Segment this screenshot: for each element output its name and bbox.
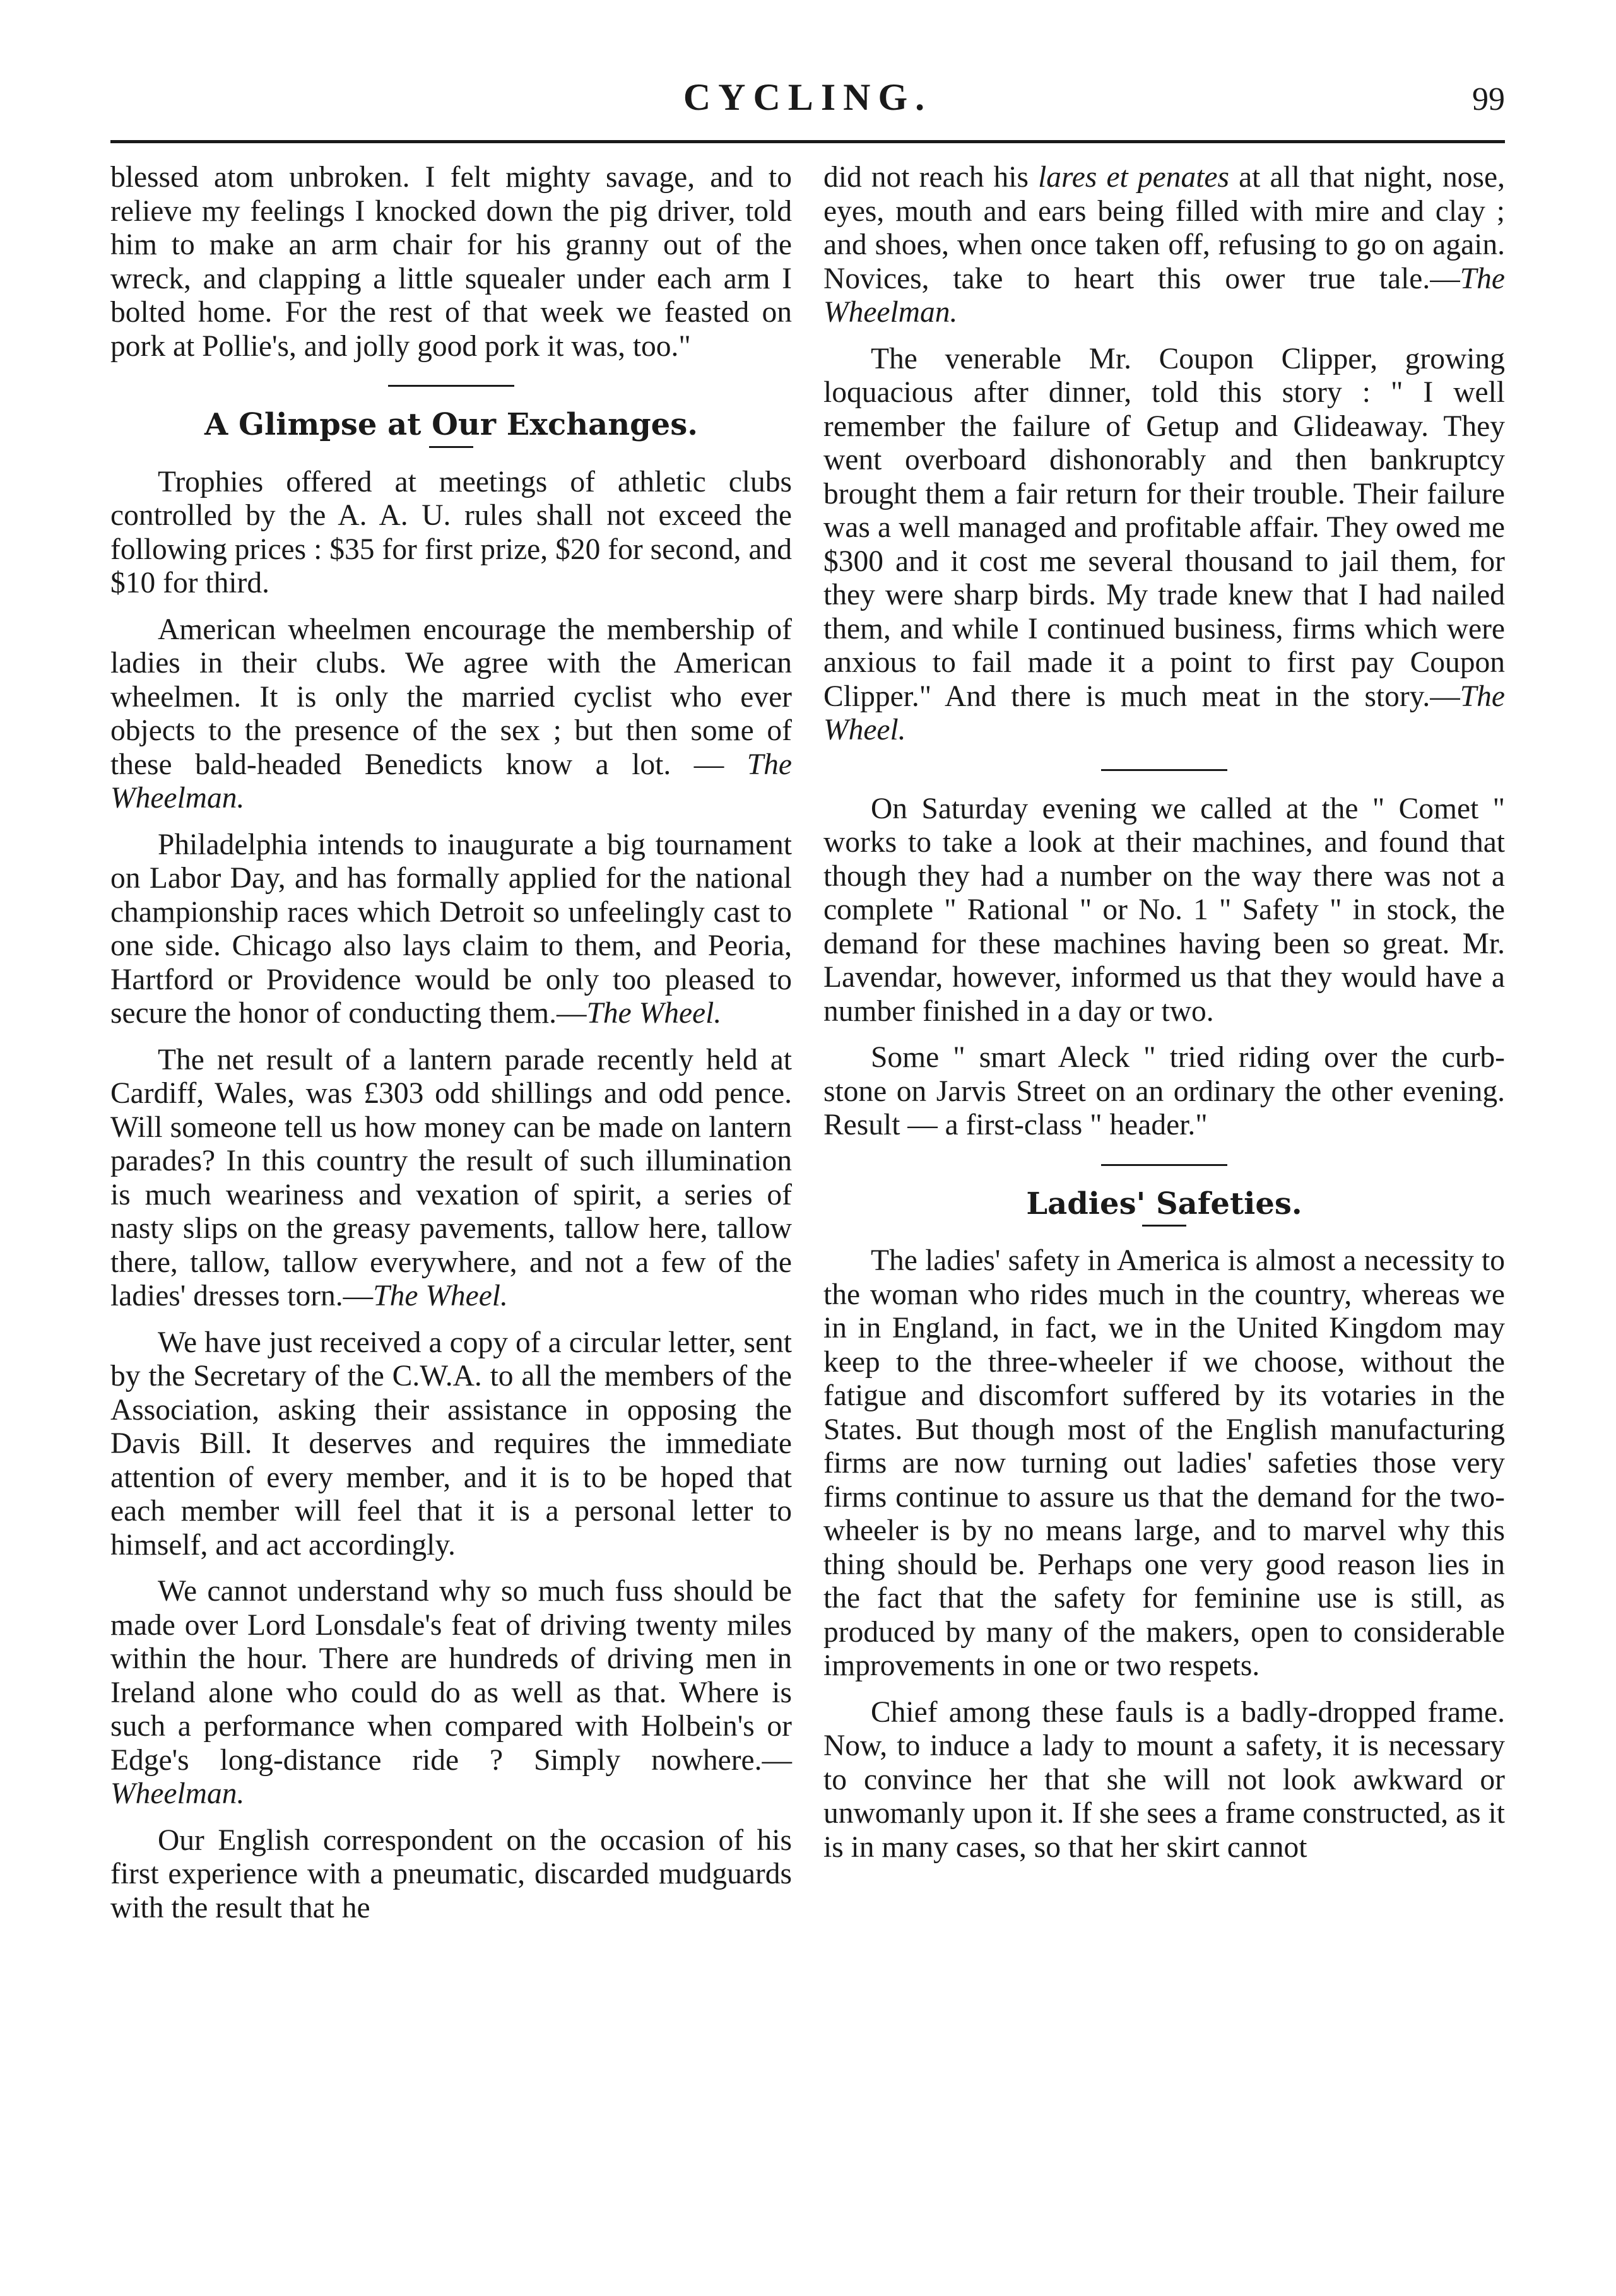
paragraph-text: We cannot understand why so much fuss should be made over Lord Lonsdale's feat of driving twenty miles within the hour. There are hundreds of driving men in Ireland alone who could do as well as that. Where is such a performance when compared with Holbein's or Edge's long-distance ride ? Simply nowhere.— <box>110 1575 792 1777</box>
paragraph <box>110 1044 792 1314</box>
section-heading-ladies-safeties: Ladies' Safeties. <box>1026 1186 1302 1222</box>
header-rule <box>110 140 1505 143</box>
source-citation: The Wheelman. <box>110 748 792 815</box>
paragraph-text: at all that night, nose, eyes, mouth and ears being filled with mire and clay ; and shoes, when once taken off, refusing to go on again. Novices, take to heart this ower true tale.— <box>823 161 1505 295</box>
running-title: CYCLING. <box>683 76 933 118</box>
paragraph <box>110 828 792 1031</box>
paragraph <box>823 161 1505 330</box>
paragraph-text: The net result of a lantern parade recently held at Cardiff, Wales, was £303 odd shillings and odd pence. Will someone tell us how money can be made on lantern parades? In this country the result of such illumination is much weariness and vexation of spirit, a series of nasty slips on the greasy pavements, tallow here, tallow there, tallow, tallow everywhere, and not a few of the ladies' dresses torn.— <box>110 1043 792 1312</box>
section-divider <box>388 385 514 387</box>
paragraph: On Saturday evening we called at the " Comet " works to take a look at their machines, and found that though they had a number on the way there was not a complete " Rational " or No. 1 " Safety " in stock, the demand for these machines having been so great. Mr. Lavendar, however, informed us that they would have a number finished in a day or two. <box>823 792 1505 1028</box>
section-divider <box>1101 769 1227 771</box>
source-citation: Wheelman. <box>110 1777 245 1810</box>
paragraph: blessed atom unbroken. I felt mighty savage, and to relieve my feelings I knocked down the pig driver, told him to make an arm chair for his granny out of the wreck, and clapping a little squealer under each arm I bolted home. For the rest of that week we feasted on pork at Pollie's, and jolly good pork it was, too." <box>110 161 792 363</box>
paragraph: Our English correspondent on the occasion of his first experience with a pneumatic, discarded mudguards with the result that he <box>110 1823 792 1924</box>
page-number: 99 <box>1472 81 1505 117</box>
paragraph: The ladies' safety in America is almost a necessity to the woman who rides much in the country, whereas we in in England, in fact, we in the United Kingdom may keep to the three-wheeler if we choose, without the fatigue and discomfort suffered by its votaries in the States. But though most of the English manufacturing firms are now turning out ladies' safeties those very firms continue to assure us that the demand for the two-wheeler is by no means large, and to marvel why this thing should be. Perhaps one very good reason lies in the fact that the safety for feminine use is still, as produced by many of the makers, open to considerable improvements in one or two respets. <box>823 1244 1505 1682</box>
paragraph: Some " smart Aleck " tried riding over the curb-stone on Jarvis Street on an ordinary the other evening. Result — a first-class " header." <box>823 1041 1505 1141</box>
latin-phrase: lares et penates <box>1038 161 1229 194</box>
section-divider <box>1101 1164 1227 1166</box>
paragraph: Trophies offered at meetings of athletic clubs controlled by the A. A. U. rules shall not exceed the following prices : $35 for first prize, $20 for second, and $10 for third. <box>110 465 792 599</box>
source-citation: The Wheel. <box>823 680 1505 746</box>
paragraph <box>823 343 1505 748</box>
paragraph-text: The venerable Mr. Coupon Clipper, growing loquacious after dinner, told this story : " I well remember the failure of Getup and Glideaway. They went overboard dishonorably and then bankruptcy brought them a fair return for their trouble. Their failure was a well managed and profitable affair. They owed me $300 and it cost me several thousand to jail them, for they were sharp birds. My trade knew that I had nailed them, and while I continued business, firms which were anxious to fail made it a point to first pay Coupon Clipper." And there is much meat in the story.— <box>823 342 1505 713</box>
source-citation: The Wheelman. <box>823 262 1505 329</box>
paragraph <box>110 613 792 816</box>
left-column <box>110 161 792 1938</box>
paragraph <box>110 1575 792 1811</box>
section-heading-exchanges: A Glimpse at Our Exchanges. <box>204 407 698 442</box>
paragraph: Chief among these fauls is a badly-dropped frame. Now, to induce a lady to mount a safety, it is necessary to convince her that she will not look awkward or unwomanly upon it. If she sees a frame constructed, as it is in many cases, so that her skirt cannot <box>823 1695 1505 1864</box>
paragraph-text: Philadelphia intends to inaugurate a big tournament on Labor Day, and has formally applied for the national championship races which Detroit so unfeelingly cast to one side. Chicago also lays claim to them, and Peoria, Hartford or Providence would be only too pleased to secure the honor of conducting them.— <box>110 828 792 1030</box>
source-citation: The Wheel. <box>586 997 722 1030</box>
source-citation: The Wheel. <box>373 1280 508 1312</box>
paragraph-text: American wheelmen encourage the membership of ladies in their clubs. We agree with the American wheelmen. It is only the married cyclist who ever objects to the presence of the sex ; but then some of these bald-headed Benedicts know a lot. — <box>110 613 792 781</box>
right-column <box>823 161 1505 1877</box>
paragraph-text: did not reach his <box>823 161 1039 194</box>
page-header <box>110 69 1505 139</box>
paragraph: We have just received a copy of a circular letter, sent by the Secretary of the C.W.A. to all the members of the Association, asking their assistance in opposing the Davis Bill. It deserves and requires the immediate attention of every member, and it is to be hoped that each member will feel that it is a personal letter to himself, and act accordingly. <box>110 1326 792 1562</box>
heading-underline <box>1142 1225 1186 1227</box>
heading-underline <box>429 446 473 448</box>
